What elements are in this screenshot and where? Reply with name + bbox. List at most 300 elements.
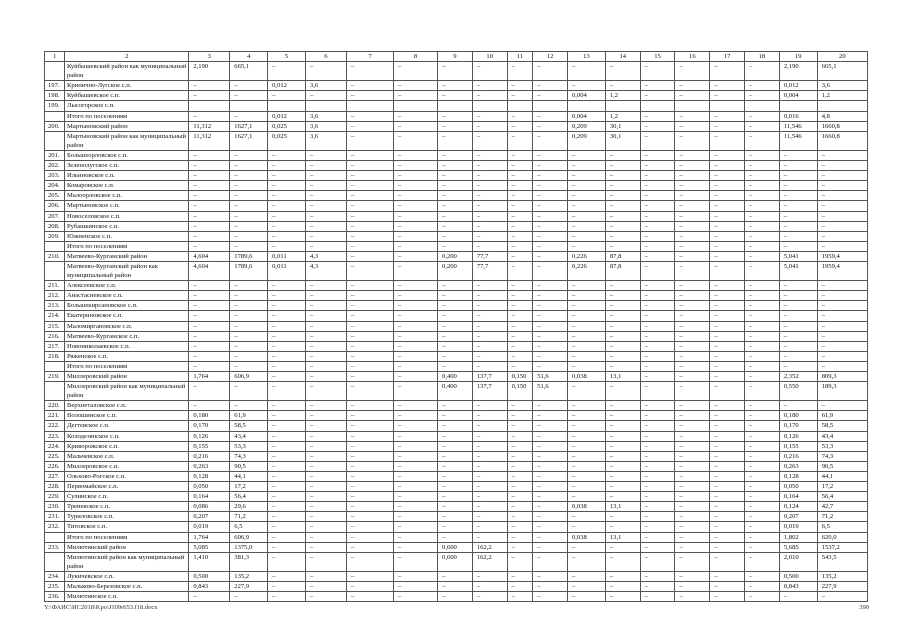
value-cell: –	[605, 421, 640, 431]
value-cell: –	[533, 211, 568, 221]
value-cell: –	[710, 411, 745, 421]
value-cell: –	[567, 431, 605, 441]
value-cell: –	[507, 321, 533, 331]
value-cell: –	[346, 191, 393, 201]
value-cell: –	[567, 231, 605, 241]
value-cell: –	[745, 542, 780, 552]
table-row	[45, 581, 868, 591]
value-cell: –	[305, 181, 346, 191]
value-cell: –	[567, 181, 605, 191]
value-cell: –	[817, 181, 867, 191]
value-cell: –	[675, 522, 710, 532]
value-cell: –	[230, 592, 268, 602]
value-cell: –	[230, 111, 268, 121]
value-cell: –	[189, 382, 230, 401]
table-row	[45, 62, 868, 81]
value-cell: –	[189, 361, 230, 371]
value-cell: –	[394, 502, 438, 512]
value-cell: –	[533, 502, 568, 512]
value-cell: –	[305, 211, 346, 221]
value-cell: –	[817, 341, 867, 351]
value-cell: –	[533, 592, 568, 602]
value-cell: –	[533, 522, 568, 532]
table-row	[45, 372, 868, 382]
row-number: 221.	[45, 411, 65, 421]
value-cell: –	[305, 62, 346, 81]
value-cell	[605, 101, 640, 111]
value-cell: –	[567, 311, 605, 321]
value-cell	[745, 101, 780, 111]
value-cell: –	[710, 81, 745, 91]
value-cell: –	[268, 471, 306, 481]
value-cell: –	[472, 532, 507, 542]
row-number: 236.	[45, 592, 65, 602]
column-header: 15	[640, 52, 675, 62]
value-cell: 0,019	[189, 522, 230, 532]
value-cell: –	[745, 211, 780, 221]
value-cell: –	[817, 221, 867, 231]
value-cell: –	[472, 311, 507, 321]
value-cell: –	[533, 571, 568, 581]
value-cell: 5,085	[189, 542, 230, 552]
value-cell: –	[305, 291, 346, 301]
column-header: 10	[472, 52, 507, 62]
value-cell: –	[640, 91, 675, 101]
value-cell: –	[346, 372, 393, 382]
value-cell: –	[675, 211, 710, 221]
value-cell: –	[817, 241, 867, 251]
value-cell: 6,5	[817, 522, 867, 532]
value-cell: –	[268, 401, 306, 411]
value-cell: –	[230, 201, 268, 211]
table-row	[45, 81, 868, 91]
value-cell: –	[745, 131, 780, 150]
value-cell: –	[268, 301, 306, 311]
value-cell: –	[605, 451, 640, 461]
value-cell: –	[533, 441, 568, 451]
value-cell: –	[438, 341, 473, 351]
value-cell: –	[507, 581, 533, 591]
value-cell: –	[472, 482, 507, 492]
value-cell: –	[605, 581, 640, 591]
value-cell: 44,1	[230, 471, 268, 481]
value-cell: 0,124	[779, 502, 817, 512]
value-cell: 0,209	[567, 131, 605, 150]
value-cell: 0,600	[438, 552, 473, 571]
row-number: 224.	[45, 441, 65, 451]
column-header: 12	[533, 52, 568, 62]
value-cell: –	[533, 131, 568, 150]
value-cell: 43,4	[230, 431, 268, 441]
value-cell: 0,843	[779, 581, 817, 591]
value-cell: 4,3	[305, 251, 346, 261]
value-cell: 0,843	[189, 581, 230, 591]
column-header: 11	[507, 52, 533, 62]
value-cell: –	[189, 161, 230, 171]
value-cell: –	[189, 81, 230, 91]
value-cell: –	[533, 191, 568, 201]
value-cell: 0,128	[779, 471, 817, 481]
value-cell: –	[710, 441, 745, 451]
value-cell: 606,9	[230, 372, 268, 382]
value-cell	[305, 101, 346, 111]
value-cell: –	[640, 201, 675, 211]
value-cell: –	[605, 361, 640, 371]
value-cell: –	[640, 401, 675, 411]
value-cell: –	[745, 161, 780, 171]
value-cell: –	[507, 571, 533, 581]
value-cell: –	[779, 201, 817, 211]
value-cell: –	[675, 441, 710, 451]
row-number: 203.	[45, 171, 65, 181]
value-cell: –	[675, 81, 710, 91]
territory-name: Малоорловское с.п.	[65, 191, 189, 201]
value-cell: –	[675, 532, 710, 542]
value-cell: –	[567, 512, 605, 522]
row-number: 228.	[45, 482, 65, 492]
table-row	[45, 311, 868, 321]
value-cell: –	[230, 321, 268, 331]
value-cell: –	[305, 331, 346, 341]
value-cell: –	[472, 341, 507, 351]
value-cell: –	[507, 512, 533, 522]
value-cell: –	[533, 231, 568, 241]
column-header: 8	[394, 52, 438, 62]
value-cell: –	[230, 401, 268, 411]
territory-name: Ряженское с.п.	[65, 351, 189, 361]
value-cell: –	[346, 161, 393, 171]
value-cell: –	[507, 150, 533, 160]
territory-name: Лысогорское с.п.	[65, 101, 189, 111]
value-cell: –	[710, 241, 745, 251]
value-cell: –	[394, 311, 438, 321]
row-number: 234.	[45, 571, 65, 581]
value-cell: –	[567, 331, 605, 341]
value-cell: –	[438, 321, 473, 331]
value-cell: –	[605, 150, 640, 160]
value-cell: 4,8	[817, 111, 867, 121]
value-cell: –	[640, 211, 675, 221]
value-cell: 0,207	[779, 512, 817, 522]
territory-name: Криворожское с.п.	[65, 441, 189, 451]
value-cell: –	[640, 592, 675, 602]
value-cell: –	[438, 571, 473, 581]
value-cell: 2,352	[779, 372, 817, 382]
value-cell: –	[346, 411, 393, 421]
value-cell: –	[675, 512, 710, 522]
value-cell: –	[394, 201, 438, 211]
value-cell: –	[438, 431, 473, 441]
value-cell: –	[472, 411, 507, 421]
value-cell: –	[305, 150, 346, 160]
value-cell	[817, 101, 867, 111]
value-cell: –	[346, 461, 393, 471]
value-cell: –	[567, 361, 605, 371]
territory-name: Южненское с.п.	[65, 231, 189, 241]
value-cell: –	[189, 321, 230, 331]
column-header: 17	[710, 52, 745, 62]
value-cell: –	[675, 181, 710, 191]
value-cell: –	[346, 261, 393, 280]
value-cell: –	[779, 351, 817, 361]
value-cell: –	[640, 181, 675, 191]
territory-name: Матвеево-Курганское с.п.	[65, 331, 189, 341]
value-cell: 1,2	[817, 91, 867, 101]
value-cell: –	[438, 471, 473, 481]
value-cell: –	[394, 321, 438, 331]
territory-name: Миллеровский район	[65, 372, 189, 382]
value-cell: –	[472, 421, 507, 431]
value-cell: –	[745, 441, 780, 451]
value-cell: –	[567, 382, 605, 401]
value-cell: –	[230, 231, 268, 241]
table-row	[45, 261, 868, 280]
table-row	[45, 451, 868, 461]
value-cell: –	[507, 461, 533, 471]
row-number: 214.	[45, 311, 65, 321]
value-cell: –	[305, 231, 346, 241]
value-cell: –	[675, 482, 710, 492]
value-cell: 74,3	[230, 451, 268, 461]
territory-name: Титовское с.п.	[65, 522, 189, 532]
value-cell: –	[230, 81, 268, 91]
territory-name: Милютинский район	[65, 542, 189, 552]
value-cell: –	[230, 161, 268, 171]
value-cell: –	[567, 341, 605, 351]
value-cell: –	[605, 401, 640, 411]
page-number: 390	[859, 604, 869, 611]
value-cell: –	[507, 431, 533, 441]
value-cell: –	[438, 482, 473, 492]
value-cell: –	[779, 150, 817, 160]
value-cell: –	[507, 191, 533, 201]
value-cell: –	[305, 571, 346, 581]
value-cell: –	[605, 241, 640, 251]
value-cell: –	[268, 311, 306, 321]
value-cell: –	[230, 221, 268, 231]
value-cell: –	[346, 351, 393, 361]
value-cell: –	[346, 522, 393, 532]
value-cell: –	[605, 231, 640, 241]
value-cell: –	[640, 552, 675, 571]
value-cell: –	[710, 461, 745, 471]
value-cell: –	[268, 502, 306, 512]
value-cell: –	[189, 301, 230, 311]
value-cell: –	[472, 331, 507, 341]
value-cell: 137,7	[472, 372, 507, 382]
value-cell: –	[567, 471, 605, 481]
value-cell: –	[346, 482, 393, 492]
value-cell: –	[230, 211, 268, 221]
column-header: 13	[567, 52, 605, 62]
value-cell: 0,019	[779, 522, 817, 532]
value-cell: –	[305, 451, 346, 461]
value-cell: 2,010	[779, 552, 817, 571]
value-cell: –	[675, 361, 710, 371]
value-cell	[640, 101, 675, 111]
value-cell: 56,4	[230, 492, 268, 502]
value-cell: –	[640, 482, 675, 492]
row-number: 230.	[45, 502, 65, 512]
value-cell: –	[710, 492, 745, 502]
value-cell: –	[533, 181, 568, 191]
value-cell: –	[346, 81, 393, 91]
value-cell: –	[675, 341, 710, 351]
value-cell	[507, 101, 533, 111]
value-cell: 0,550	[779, 382, 817, 401]
value-cell: –	[472, 431, 507, 441]
value-cell: 6,5	[230, 522, 268, 532]
value-cell: –	[605, 492, 640, 502]
value-cell: –	[817, 201, 867, 211]
value-cell: –	[507, 81, 533, 91]
value-cell: –	[346, 301, 393, 311]
value-cell: –	[394, 221, 438, 231]
value-cell: –	[817, 291, 867, 301]
table-row	[45, 492, 868, 502]
table-row	[45, 441, 868, 451]
value-cell: –	[394, 522, 438, 532]
territory-name: Матвеево-Курганский район как муниципальный район	[65, 261, 189, 280]
column-header: 6	[305, 52, 346, 62]
territory-name: Екатериновское с.п.	[65, 311, 189, 321]
value-cell: –	[230, 150, 268, 160]
value-cell: –	[605, 62, 640, 81]
value-cell: –	[567, 211, 605, 221]
value-cell: –	[675, 581, 710, 591]
value-cell: –	[640, 542, 675, 552]
value-cell: –	[605, 592, 640, 602]
value-cell: –	[745, 150, 780, 160]
value-cell: –	[438, 351, 473, 361]
value-cell: –	[745, 431, 780, 441]
value-cell: –	[472, 401, 507, 411]
value-cell: 0,038	[567, 532, 605, 542]
table-row	[45, 181, 868, 191]
value-cell: –	[438, 161, 473, 171]
value-cell: –	[779, 361, 817, 371]
value-cell: –	[675, 121, 710, 131]
value-cell: –	[472, 471, 507, 481]
value-cell: –	[346, 552, 393, 571]
value-cell: 30,1	[605, 121, 640, 131]
value-cell: –	[507, 552, 533, 571]
row-number	[45, 111, 65, 121]
value-cell: –	[346, 492, 393, 502]
value-cell: 1627,1	[230, 121, 268, 131]
value-cell: –	[438, 241, 473, 251]
value-cell: –	[189, 201, 230, 211]
value-cell: –	[640, 191, 675, 201]
value-cell: –	[640, 231, 675, 241]
value-cell: –	[189, 311, 230, 321]
value-cell: –	[507, 502, 533, 512]
territory-name: Итого по поселениям	[65, 361, 189, 371]
value-cell: –	[605, 341, 640, 351]
value-cell: 2,190	[779, 62, 817, 81]
value-cell: –	[346, 542, 393, 552]
value-cell: –	[346, 311, 393, 321]
value-cell: –	[472, 492, 507, 502]
value-cell: –	[675, 171, 710, 181]
value-cell: –	[346, 131, 393, 150]
table-row	[45, 471, 868, 481]
table-row	[45, 482, 868, 492]
value-cell: –	[472, 592, 507, 602]
value-cell: –	[710, 221, 745, 231]
value-cell: –	[507, 211, 533, 221]
value-cell: –	[438, 221, 473, 231]
value-cell: 0,012	[779, 81, 817, 91]
value-cell: –	[605, 542, 640, 552]
value-cell: –	[394, 181, 438, 191]
value-cell: 0,155	[779, 441, 817, 451]
table-row	[45, 231, 868, 241]
value-cell: –	[533, 552, 568, 571]
value-cell: 2,190	[189, 62, 230, 81]
value-cell: –	[533, 111, 568, 121]
value-cell: 0,263	[189, 461, 230, 471]
value-cell: 30,1	[605, 131, 640, 150]
value-cell: –	[305, 221, 346, 231]
value-cell: –	[305, 241, 346, 251]
value-cell: –	[745, 361, 780, 371]
value-cell: –	[710, 482, 745, 492]
value-cell: –	[394, 431, 438, 441]
value-cell: –	[745, 191, 780, 201]
value-cell: –	[189, 241, 230, 251]
value-cell: –	[745, 91, 780, 101]
value-cell: –	[305, 321, 346, 331]
value-cell: –	[675, 251, 710, 261]
value-cell: –	[675, 421, 710, 431]
file-path: Y:\ФАИС\ИС2018\Kpo\J109r653.f18.docx	[44, 604, 158, 611]
row-number	[45, 131, 65, 150]
value-cell: –	[394, 241, 438, 251]
value-cell: –	[675, 311, 710, 321]
value-cell: –	[472, 221, 507, 231]
value-cell: 53,3	[817, 441, 867, 451]
value-cell: –	[230, 361, 268, 371]
value-cell: –	[394, 81, 438, 91]
table-row	[45, 291, 868, 301]
row-number: 208.	[45, 221, 65, 231]
value-cell: –	[268, 372, 306, 382]
row-number: 205.	[45, 191, 65, 201]
value-cell: –	[710, 231, 745, 241]
value-cell: –	[268, 351, 306, 361]
column-header: 7	[346, 52, 393, 62]
value-cell: –	[533, 161, 568, 171]
value-cell: –	[675, 382, 710, 401]
value-cell: –	[189, 181, 230, 191]
value-cell: –	[230, 181, 268, 191]
territory-name: Милютинское с.п.	[65, 592, 189, 602]
value-cell	[675, 101, 710, 111]
value-cell: –	[675, 351, 710, 361]
value-cell: –	[745, 341, 780, 351]
value-cell: 11,546	[779, 121, 817, 131]
value-cell: –	[640, 62, 675, 81]
value-cell: 51,6	[533, 382, 568, 401]
value-cell: 1537,2	[817, 542, 867, 552]
value-cell: –	[567, 571, 605, 581]
value-cell: –	[305, 311, 346, 321]
value-cell: 90,5	[817, 461, 867, 471]
value-cell: 0,011	[268, 251, 306, 261]
value-cell: –	[567, 301, 605, 311]
value-cell: –	[817, 301, 867, 311]
